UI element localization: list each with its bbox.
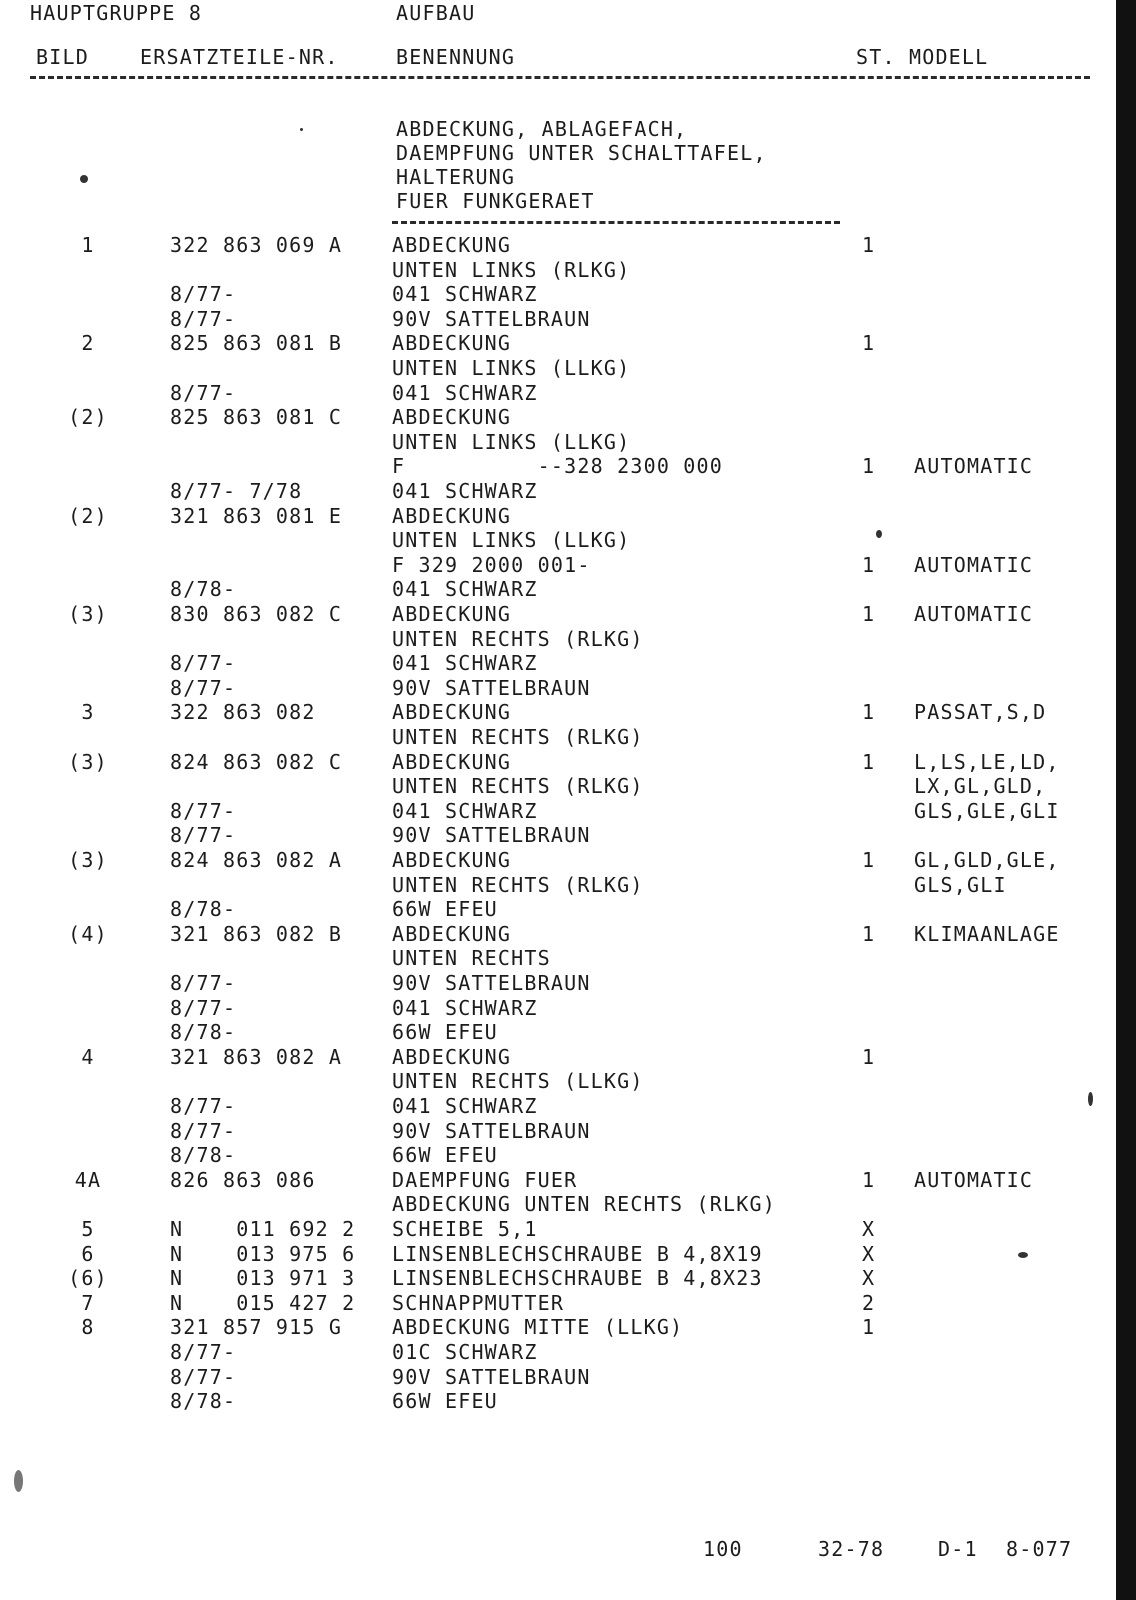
row-part-number: 8/77- — [170, 1340, 237, 1364]
column-header-part-number: ERSATZTEILE-NR. — [140, 45, 339, 69]
row-model: AUTOMATIC — [914, 1168, 1034, 1192]
intro-line-2: DAEMPFUNG UNTER SCHALTTAFEL, — [396, 141, 767, 165]
row-part-number: 826 863 086 — [170, 1168, 316, 1192]
row-bild: 4A — [74, 1168, 102, 1192]
row-description: UNTEN LINKS (LLKG) — [392, 430, 631, 454]
row-part-number: 322 863 069 A — [170, 233, 343, 257]
row-part-number: 8/77- — [170, 971, 237, 995]
row-description: DAEMPFUNG FUER — [392, 1168, 578, 1192]
row-part-number: 824 863 082 C — [170, 750, 343, 774]
row-quantity: 2 — [862, 1291, 876, 1315]
row-quantity: 1 — [862, 750, 876, 774]
row-model: KLIMAANLAGE — [914, 922, 1060, 946]
row-part-number: 825 863 081 B — [170, 331, 343, 355]
row-description: UNTEN RECHTS (RLKG) — [392, 725, 644, 749]
row-description: F 329 2000 001- — [392, 553, 591, 577]
row-description: UNTEN LINKS (LLKG) — [392, 528, 631, 552]
row-part-number: 8/78- — [170, 1020, 237, 1044]
row-part-number: 8/77- — [170, 799, 237, 823]
row-description: UNTEN LINKS (RLKG) — [392, 258, 631, 282]
row-quantity: 1 — [862, 922, 876, 946]
intro-line-4: FUER FUNKGERAET — [396, 189, 595, 213]
row-description: LINSENBLECHSCHRAUBE B 4,8X19 — [392, 1242, 763, 1266]
row-part-number: N 015 427 2 — [170, 1291, 356, 1315]
row-description: 90V SATTELBRAUN — [392, 676, 591, 700]
row-model: PASSAT,S,D — [914, 700, 1047, 724]
row-bild: (3) — [68, 848, 108, 872]
row-description: UNTEN LINKS (LLKG) — [392, 356, 631, 380]
row-part-number: 8/77- — [170, 823, 237, 847]
row-part-number: 321 857 915 G — [170, 1315, 343, 1339]
row-description: 90V SATTELBRAUN — [392, 307, 591, 331]
row-description: 66W EFEU — [392, 897, 498, 921]
row-quantity: X — [862, 1242, 876, 1266]
row-part-number: 8/78- — [170, 1143, 237, 1167]
row-quantity: X — [862, 1217, 876, 1241]
row-part-number: 8/77- — [170, 282, 237, 306]
row-quantity: 1 — [862, 454, 876, 478]
row-description: UNTEN RECHTS (RLKG) — [392, 627, 644, 651]
row-model: LX,GL,GLD, — [914, 774, 1047, 798]
row-description: UNTEN RECHTS (RLKG) — [392, 873, 644, 897]
row-bild: (2) — [68, 504, 108, 528]
row-description: 66W EFEU — [392, 1020, 498, 1044]
row-description: 041 SCHWARZ — [392, 577, 538, 601]
column-header-qty-model: ST. MODELL — [856, 45, 989, 69]
row-description: 01C SCHWARZ — [392, 1340, 538, 1364]
row-description: SCHNAPPMUTTER — [392, 1291, 565, 1315]
row-part-number: 8/78- — [170, 1389, 237, 1413]
row-part-number: 8/77- — [170, 1365, 237, 1389]
column-header-bild: BILD — [36, 45, 89, 69]
row-part-number: 830 863 082 C — [170, 602, 343, 626]
row-part-number: 8/77- — [170, 307, 237, 331]
row-description: ABDECKUNG MITTE (LLKG) — [392, 1315, 684, 1339]
scan-speck — [300, 128, 303, 131]
row-part-number: 322 863 082 — [170, 700, 316, 724]
row-bild: (3) — [68, 750, 108, 774]
row-bild: 7 — [81, 1291, 95, 1315]
row-description: F --328 2300 000 — [392, 454, 724, 478]
intro-line-1: ABDECKUNG, ABLAGEFACH, — [396, 117, 688, 141]
row-part-number: 8/78- — [170, 577, 237, 601]
row-quantity: 1 — [862, 1045, 876, 1069]
row-quantity: 1 — [862, 1315, 876, 1339]
section-title: AUFBAU — [396, 1, 476, 25]
row-quantity: 1 — [862, 848, 876, 872]
row-part-number: N 013 975 6 — [170, 1242, 356, 1266]
row-description: 90V SATTELBRAUN — [392, 823, 591, 847]
footer-date: 32-78 — [818, 1537, 885, 1561]
row-bild: (2) — [68, 405, 108, 429]
row-part-number: 825 863 081 C — [170, 405, 343, 429]
footer-page-number: 100 — [703, 1537, 743, 1561]
row-description: 90V SATTELBRAUN — [392, 1119, 591, 1143]
row-part-number: 8/77- — [170, 1119, 237, 1143]
row-description: 041 SCHWARZ — [392, 282, 538, 306]
row-description: LINSENBLECHSCHRAUBE B 4,8X23 — [392, 1266, 763, 1290]
row-part-number: 8/78- — [170, 897, 237, 921]
row-bild: 3 — [81, 700, 95, 724]
row-model: AUTOMATIC — [914, 454, 1034, 478]
row-description: UNTEN RECHTS (LLKG) — [392, 1069, 644, 1093]
row-part-number: 8/77- — [170, 1094, 237, 1118]
row-model: GLS,GLE,GLI — [914, 799, 1060, 823]
scan-speck — [14, 1470, 23, 1492]
row-bild: 5 — [81, 1217, 95, 1241]
row-description: ABDECKUNG — [392, 233, 512, 257]
scan-speck — [1018, 1252, 1028, 1258]
scan-speck — [876, 530, 882, 538]
row-part-number: N 013 971 3 — [170, 1266, 356, 1290]
row-bild: 1 — [81, 233, 95, 257]
row-part-number: 321 863 082 A — [170, 1045, 343, 1069]
row-part-number: 8/77- 7/78 — [170, 479, 303, 503]
row-description: ABDECKUNG — [392, 504, 512, 528]
row-description: ABDECKUNG UNTEN RECHTS (RLKG) — [392, 1192, 776, 1216]
row-description: ABDECKUNG — [392, 1045, 512, 1069]
footer-reference: 8-077 — [1006, 1537, 1073, 1561]
row-model: GLS,GLI — [914, 873, 1007, 897]
row-quantity: 1 — [862, 1168, 876, 1192]
row-description: 041 SCHWARZ — [392, 381, 538, 405]
row-quantity: 1 — [862, 602, 876, 626]
row-part-number: N 011 692 2 — [170, 1217, 356, 1241]
row-bild: 8 — [81, 1315, 95, 1339]
footer-code: D-1 — [938, 1537, 978, 1561]
row-description: 90V SATTELBRAUN — [392, 1365, 591, 1389]
row-description: 041 SCHWARZ — [392, 799, 538, 823]
row-description: ABDECKUNG — [392, 700, 512, 724]
scan-speck — [80, 175, 88, 183]
row-part-number: 8/77- — [170, 381, 237, 405]
row-quantity: 1 — [862, 700, 876, 724]
scan-edge-shadow — [1116, 0, 1136, 1600]
row-part-number: 8/77- — [170, 651, 237, 675]
row-part-number: 8/77- — [170, 996, 237, 1020]
row-description: ABDECKUNG — [392, 922, 512, 946]
row-part-number: 824 863 082 A — [170, 848, 343, 872]
group-title: HAUPTGRUPPE 8 — [30, 1, 203, 25]
scan-speck — [1088, 1092, 1093, 1106]
row-model: AUTOMATIC — [914, 553, 1034, 577]
row-description: ABDECKUNG — [392, 848, 512, 872]
row-description: 041 SCHWARZ — [392, 479, 538, 503]
row-quantity: 1 — [862, 331, 876, 355]
row-description: ABDECKUNG — [392, 405, 512, 429]
row-part-number: 321 863 082 B — [170, 922, 343, 946]
intro-line-3: HALTERUNG — [396, 165, 516, 189]
row-description: SCHEIBE 5,1 — [392, 1217, 538, 1241]
row-bild: (6) — [68, 1266, 108, 1290]
row-bild: 4 — [81, 1045, 95, 1069]
row-description: 041 SCHWARZ — [392, 996, 538, 1020]
row-bild: (4) — [68, 922, 108, 946]
row-model: AUTOMATIC — [914, 602, 1034, 626]
row-quantity: 1 — [862, 553, 876, 577]
row-quantity: X — [862, 1266, 876, 1290]
row-description: 66W EFEU — [392, 1389, 498, 1413]
row-bild: (3) — [68, 602, 108, 626]
row-part-number: 8/77- — [170, 676, 237, 700]
row-model: GL,GLD,GLE, — [914, 848, 1060, 872]
row-description: UNTEN RECHTS (RLKG) — [392, 774, 644, 798]
row-description: 041 SCHWARZ — [392, 1094, 538, 1118]
row-description: UNTEN RECHTS — [392, 946, 551, 970]
row-description: 66W EFEU — [392, 1143, 498, 1167]
row-description: ABDECKUNG — [392, 331, 512, 355]
row-quantity: 1 — [862, 233, 876, 257]
row-description: 041 SCHWARZ — [392, 651, 538, 675]
row-description: ABDECKUNG — [392, 602, 512, 626]
row-model: L,LS,LE,LD, — [914, 750, 1060, 774]
column-header-description: BENENNUNG — [396, 45, 516, 69]
row-bild: 2 — [81, 331, 95, 355]
row-part-number: 321 863 081 E — [170, 504, 343, 528]
row-bild: 6 — [81, 1242, 95, 1266]
row-description: ABDECKUNG — [392, 750, 512, 774]
row-description: 90V SATTELBRAUN — [392, 971, 591, 995]
